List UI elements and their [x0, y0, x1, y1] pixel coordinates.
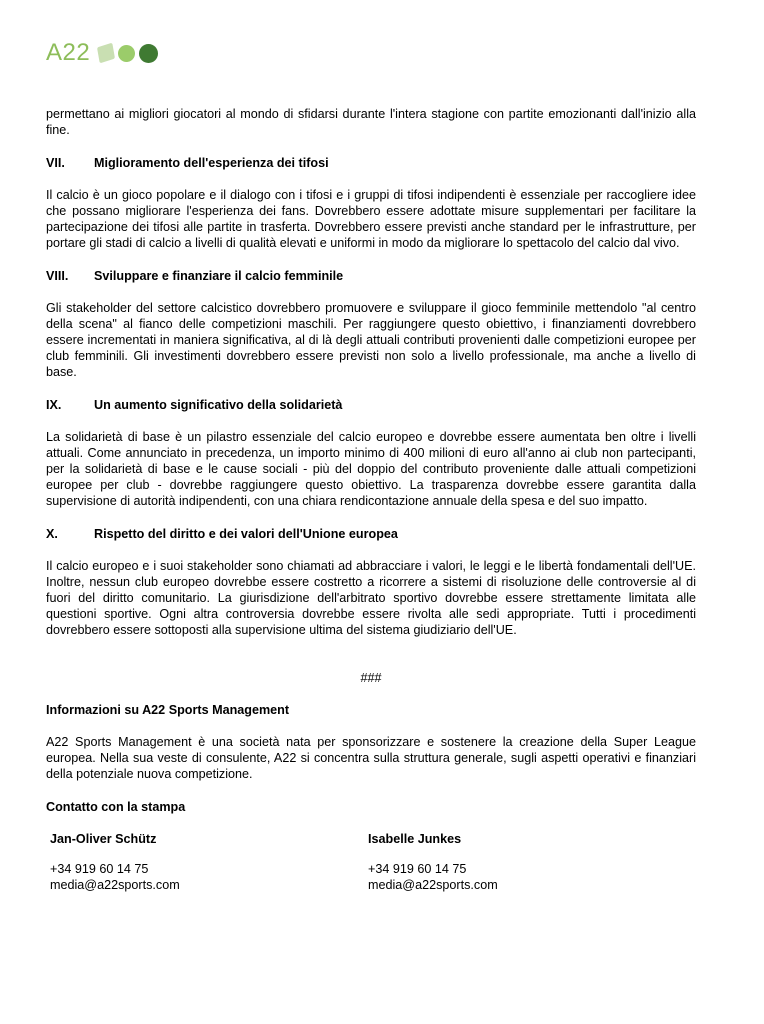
- section-heading-vii: [46, 155, 696, 171]
- contact-email: media@a22sports.com: [50, 878, 180, 892]
- section-title: Sviluppare e finanziare il calcio femminile: [94, 269, 344, 283]
- section-heading-viii: [46, 268, 696, 284]
- contact-phone: +34 919 60 14 75: [50, 862, 149, 876]
- logo-dark-circle-icon: [139, 44, 158, 63]
- section-paragraph-x: Il calcio europeo e i suoi stakeholder sono chiamati ad abbracciare i valori, le leggi e le libertà fondamentali dell'UE. Inoltre, nessun club europeo dovrebbe essere costretto a ricorrere a sistemi di risoluzione delle controversie al di fuori del diritto comunitario. La giurisdizione dell'arbitrato sportivo dovrebbe essere strettamente limitata alle questioni sportive. Ogni altra controversia dovrebbe essere rivolta alle sedi appropriate. Tutti i procedimenti dovrebbero essere sottoposti alla supervisione ultima del sistema giudiziario dell'UE.: [46, 559, 696, 637]
- contact-phone: +34 919 60 14 75: [368, 862, 467, 876]
- section-paragraph-ix: La solidarietà di base è un pilastro essenziale del calcio europeo e dovrebbe essere aumentata ben oltre i livelli attuali. Come annunciato in precedenza, un importo minimo di 400 milioni di euro all'anno ai club non partecipanti, per la solidarietà di base e le cause sociali - più del doppio del contributo proveniente dalle attuali competizioni europee per club - dovrebbe raggiungere questo obiettivo. La trasparenza dovrebbe essere garantita dalla supervisione di autorità indipendenti, con una chiara rendicontazione annuale della spesa e del suo impatto.: [46, 430, 696, 508]
- about-paragraph: A22 Sports Management è una società nata per sponsorizzare e sostenere la creazione della Super League europea. Nella sua veste di consulente, A22 si concentra sulla struttura generale, sugli aspetti operativi e finanziari della potenziale nuova competizione.: [46, 735, 696, 781]
- document-body: [46, 106, 696, 893]
- contact-name: Jan-Oliver Schütz: [50, 832, 157, 846]
- section-heading-ix: [46, 397, 696, 413]
- a22-logo: [46, 40, 158, 66]
- about-title: Informazioni su A22 Sports Management: [46, 703, 290, 717]
- logo-light-circle-icon: [118, 45, 135, 62]
- logo-square-icon: [97, 43, 115, 64]
- intro-paragraph: permettano ai migliori giocatori al mondo di sfidarsi durante l'intera stagione con partite emozionanti dall'inizio alla fine.: [46, 107, 696, 137]
- section-number: IX.: [46, 398, 62, 412]
- end-separator: ###: [360, 671, 382, 685]
- section-number: VII.: [46, 156, 65, 170]
- section-number: X.: [46, 527, 58, 541]
- section-paragraph-viii: Gli stakeholder del settore calcistico dovrebbero promuovere e sviluppare il gioco femminile mettendolo "al centro della scena" al fianco delle competizioni maschili. Per raggiungere questo obiettivo, i finanziamenti dovrebbero essere incrementati in maniera significativa, al di là degli attuali contributi provenienti dalle competizioni europee per club femminili. Gli investimenti dovrebbero essere previsti non solo a livello professionale, ma anche a livello di base.: [46, 301, 696, 379]
- contact-name: Isabelle Junkes: [368, 832, 462, 846]
- section-title: Miglioramento dell'esperienza dei tifosi: [94, 156, 329, 170]
- logo-text: A22: [46, 39, 91, 66]
- press-contact-title: Contatto con la stampa: [46, 800, 186, 814]
- section-title: Un aumento significativo della solidarietà: [94, 398, 343, 412]
- section-paragraph-vii: Il calcio è un gioco popolare e il dialogo con i tifosi e i gruppi di tifosi indipendenti è essenziale per raccogliere idee che possano migliorare l'esperienza dei fans. Dovrebbero essere adottate misure supplementari per facilitare la partecipazione dei tifosi alle partite in trasferta. Dovrebbero essere previsti anche standard per le infrastrutture, per portare gli stadi di calcio a livelli di qualità elevati e uniformi in modo da migliorare lo spettacolo del calcio dal vivo.: [46, 188, 696, 250]
- section-number: VIII.: [46, 269, 69, 283]
- press-contacts: [46, 831, 696, 893]
- contact-card: [50, 831, 180, 893]
- contact-card: [368, 831, 498, 893]
- section-heading-x: [46, 526, 696, 542]
- contact-email: media@a22sports.com: [368, 878, 498, 892]
- section-title: Rispetto del diritto e dei valori dell'Unione europea: [94, 527, 398, 541]
